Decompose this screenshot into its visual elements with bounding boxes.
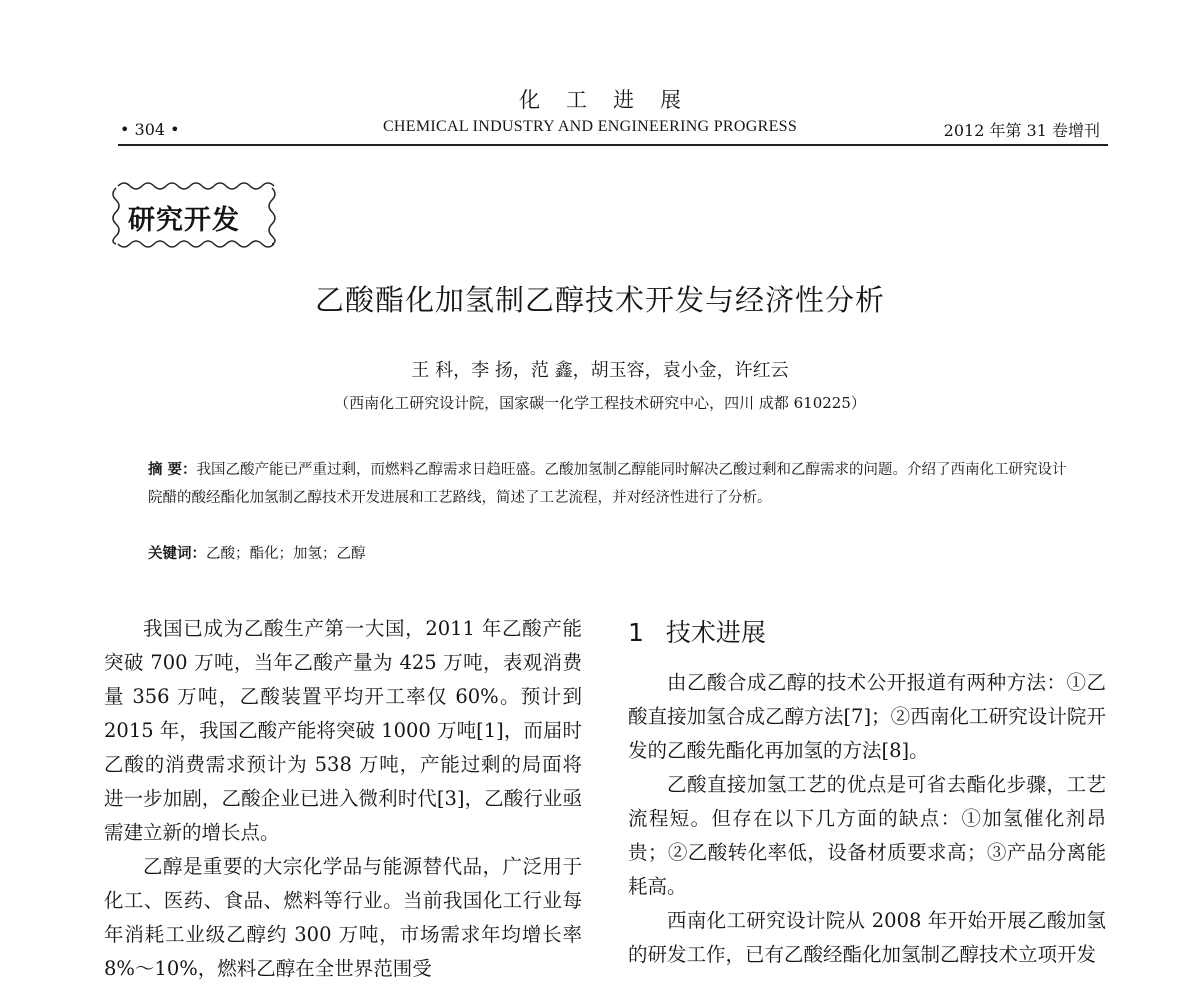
section-tag-label: 研究开发 [128,205,240,236]
journal-title-en: CHEMICAL INDUSTRY AND ENGINEERING PROGRESS [382,118,798,135]
paragraph: 我国已成为乙酸生产第一大国，2011 年乙酸产能突破 700 万吨，当年乙酸产量为 425 万吨，表观消费量 356 万吨，乙酸装置平均开工率仅 60%。预计到 2015 年，我国乙酸产能将突破 1000 万吨[1]，而届时乙酸的消费需求预计为 538 万吨，产能过剩的局面将进一步加剧，乙酸企业已进入微利时代[3]，乙酸行业亟需建立新的增长点。 [104,617,582,844]
affiliation: （西南化工研究设计院，国家碳一化学工程技术研究中心，四川 成都 610225） [334,394,866,412]
abstract-text: 我国乙酸产能已严重过剩，而燃料乙醇需求日趋旺盛。乙酸加氢制乙醇能同时解决乙酸过剩和乙醇需求的问题。介绍了西南化工研究设计院醋的酸经酯化加氢制乙醇技术开发进展和工艺路线，简述了工艺流程，并对经济性进行了分析。 [148,462,1067,506]
body-column-right [628,616,1106,972]
paper-title: 乙酸酯化加氢制乙醇技术开发与经济性分析 [314,283,885,317]
keywords-text: 乙酸；酯化；加氢；乙醇 [206,546,366,562]
section-heading [628,616,1106,650]
paragraph: 由乙酸合成乙醇的技术公开报道有两种方法：①乙酸直接加氢合成乙醇方法[7]；②西南化工研究设计院开发的乙酸先酯化再加氢的方法[8]。 [628,671,1106,762]
section-number: 1 [628,618,644,647]
page-number: • 304 • [120,120,180,139]
header-rule [118,144,1108,146]
paragraph: 乙醇是重要的大宗化学品与能源替代品，广泛用于化工、医药、食品、燃料等行业。当前我国化工行业每年消耗工业级乙醇约 300 万吨，市场需求年均增长率 8%～10%，燃料乙醇在全世界范围受 [104,855,582,980]
abstract [148,456,1068,512]
keywords [148,542,366,563]
keywords-label: 关键词： [148,546,206,562]
body-column-left [104,612,582,986]
section-title: 技术进展 [665,618,766,647]
paragraph: 乙酸直接加氢工艺的优点是可省去酯化步骤，工艺流程短。但存在以下几方面的缺点：①加氢催化剂昂贵；②乙酸转化率低，设备材质要求高；③产品分离能耗高。 [628,773,1106,898]
abstract-label: 摘 要： [148,462,197,478]
section-tag [108,176,278,254]
authors: 王 科，李 扬，范 鑫，胡玉容，袁小金，许红云 [411,360,789,381]
paragraph: 西南化工研究设计院从 2008 年开始开展乙酸加氢的研发工作，已有乙酸经酯化加氢制乙醇技术立项开发 [628,909,1106,966]
issue-info: 2012 年第 31 卷增刊 [943,121,1100,140]
journal-title-cn: 化工进展 [519,88,707,112]
